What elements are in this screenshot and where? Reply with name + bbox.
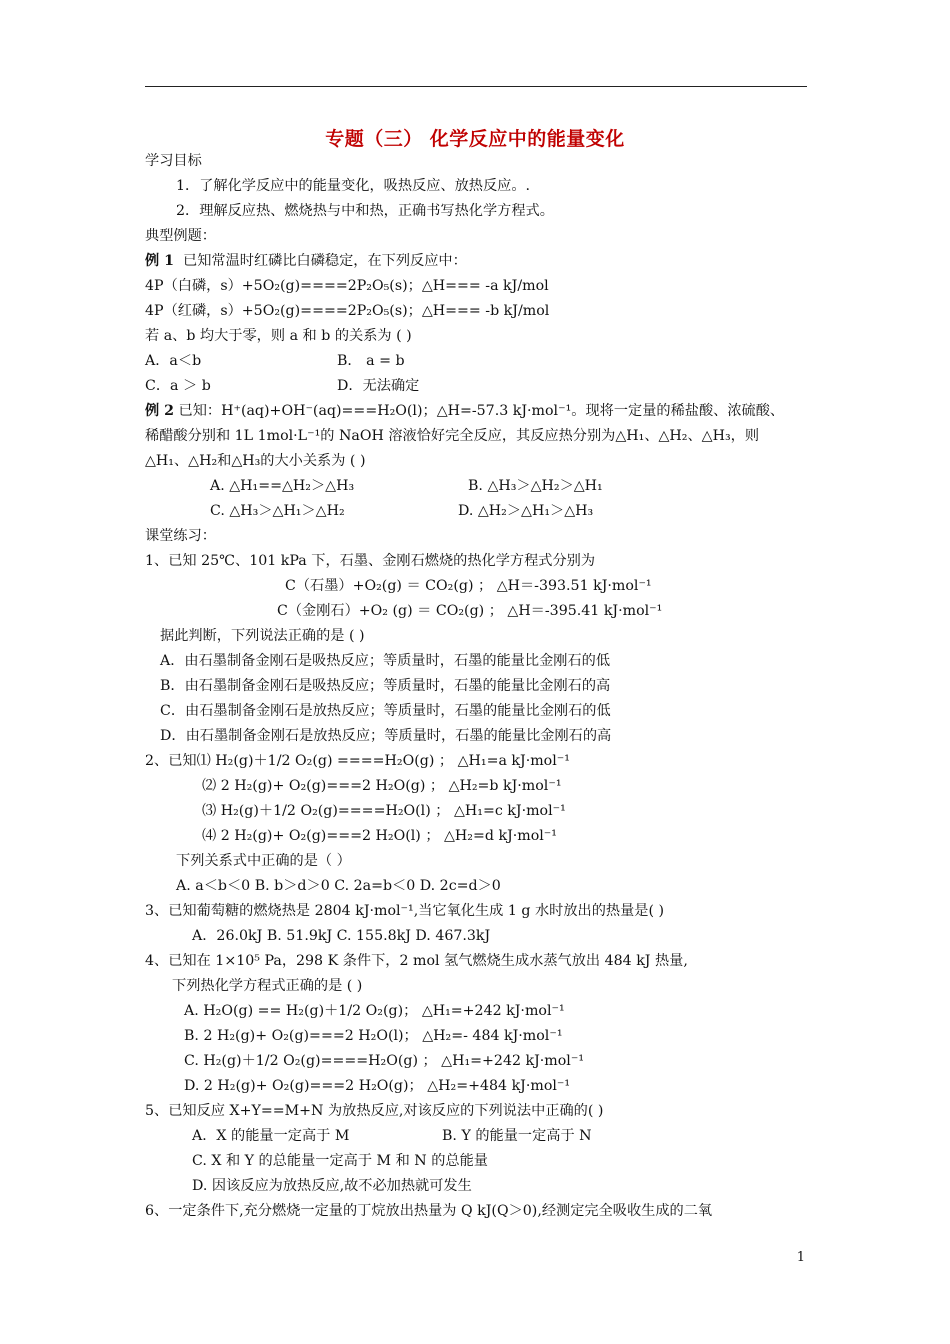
- ex1-opt-d: D．无法确定: [337, 378, 420, 394]
- goal-2: 2．理解反应热、燃烧热与中和热，正确书写热化学方程式。: [176, 203, 554, 219]
- ex2-line3: △H₁、△H₂和△H₃的大小关系为 ( ): [145, 453, 366, 469]
- ex2-opt-d: D. △H₂＞△H₁＞△H₃: [458, 503, 594, 519]
- q1-opt-b: B．由石墨制备金刚石是吸热反应；等质量时，石墨的能量比金刚石的高: [160, 678, 611, 694]
- ex1-eq2: 4P（红磷，s）+5O₂(g)====2P₂O₅(s)；△H=== -b kJ/mol: [145, 303, 550, 319]
- q2-eq2: ⑵ 2 H₂(g)+ O₂(g)===2 H₂O(g) ； △H₂=b kJ·mol⁻¹: [202, 778, 562, 794]
- ex2-opt-c: C. △H₃＞△H₁＞△H₂: [210, 503, 345, 519]
- ex1-opt-c: C．a ＞ b: [145, 378, 211, 394]
- q1-eq2: C（金刚石）+O₂ (g) ＝ CO₂(g) ； △H＝-395.41 kJ·mol⁻¹: [277, 603, 663, 619]
- q2-eq1: 2、已知⑴ H₂(g)＋1/2 O₂(g) ====H₂O(g) ； △H₁=a kJ·mol⁻¹: [145, 753, 570, 769]
- q4-opt-b: B. 2 H₂(g)+ O₂(g)===2 H₂O(l)； △H₂=- 484 kJ·mol⁻¹: [184, 1028, 563, 1044]
- q4-opt-c: C. H₂(g)＋1/2 O₂(g)====H₂O(g) ； △H₁=+242 kJ·mol⁻¹: [184, 1053, 585, 1069]
- ex2-line1: [145, 401, 784, 421]
- ex1-stem-line: [145, 251, 467, 271]
- q4-stem: 4、已知在 1×10⁵ Pa，298 K 条件下，2 mol 氢气燃烧生成水蒸气放出 484 kJ 热量,: [145, 953, 688, 969]
- q5-opt-d: D. 因该反应为放热反应,故不必加热就可发生: [192, 1178, 472, 1194]
- ex1-eq1: 4P（白磷，s）+5O₂(g)====2P₂O₅(s)；△H=== -a kJ/mol: [145, 278, 549, 294]
- ex2-opt-b: B. △H₃＞△H₂＞△H₁: [468, 478, 603, 494]
- q2-ask: 下列关系式中正确的是（ ）: [176, 853, 351, 869]
- ex2-text1: 已知：H⁺(aq)+OH⁻(aq)===H₂O(l)；△H=-57.3 kJ·mol⁻¹。现将一定量的稀盐酸、浓硫酸、: [178, 403, 785, 419]
- ex1-opt-a: A．a＜b: [145, 353, 202, 369]
- q2-eq4: ⑷ 2 H₂(g)+ O₂(g)===2 H₂O(l) ； △H₂=d kJ·mol⁻¹: [202, 828, 557, 844]
- ex2-opt-a: A. △H₁==△H₂＞△H₃: [210, 478, 355, 494]
- ex1-question: 若 a、b 均大于零，则 a 和 b 的关系为 ( ): [145, 328, 412, 344]
- ex1-stem: 已知常温时红磷比白磷稳定，在下列反应中：: [183, 253, 467, 269]
- q2-options: A. a＜b＜0 B. b＞d＞0 C. 2a=b＜0 D. 2c=d＞0: [176, 878, 501, 894]
- ex2-line2: 稀醋酸分别和 1L 1mol·L⁻¹的 NaOH 溶液恰好完全反应，其反应热分别为△H₁、△H₂、△H₃，则: [145, 428, 760, 444]
- practice-heading: 课堂练习：: [145, 528, 216, 544]
- q5-opt-c: C. X 和 Y 的总能量一定高于 M 和 N 的总能量: [192, 1153, 488, 1169]
- q5-opt-a: A．X 的能量一定高于 M: [192, 1128, 350, 1144]
- q2-eq3: ⑶ H₂(g)＋1/2 O₂(g)====H₂O(l) ； △H₁=c kJ·mol⁻¹: [202, 803, 566, 819]
- q5-opt-b: B. Y 的能量一定高于 N: [442, 1128, 592, 1144]
- q1-opt-c: C．由石墨制备金刚石是放热反应；等质量时，石墨的能量比金刚石的低: [160, 703, 611, 719]
- q3-stem: 3、已知葡萄糖的燃烧热是 2804 kJ·mol⁻¹,当它氧化生成 1 g 水时放出的热量是( ): [145, 903, 665, 919]
- ex1-label: 例 1: [145, 253, 174, 269]
- q1-opt-a: A．由石墨制备金刚石是吸热反应；等质量时，石墨的能量比金刚石的低: [160, 653, 611, 669]
- q1-opt-d: D．由石墨制备金刚石是放热反应；等质量时，石墨的能量比金刚石的高: [160, 728, 612, 744]
- header-rule: [145, 86, 807, 87]
- q5-stem: 5、已知反应 X+Y==M+N 为放热反应,对该反应的下列说法中正确的( ): [145, 1103, 604, 1119]
- goal-1: 1．了解化学反应中的能量变化，吸热反应、放热反应。.: [176, 178, 531, 194]
- examples-heading: 典型例题：: [145, 228, 216, 244]
- q4-opt-d: D. 2 H₂(g)+ O₂(g)===2 H₂O(g)； △H₂=+484 kJ·mol⁻¹: [184, 1078, 571, 1094]
- ex2-label: 例 2: [145, 403, 174, 419]
- q1-eq1: C（石墨）+O₂(g) ＝ CO₂(g) ； △H＝-393.51 kJ·mol⁻¹: [285, 578, 652, 594]
- page-number: 1: [796, 1250, 805, 1265]
- q4-opt-a: A. H₂O(g) == H₂(g)＋1/2 O₂(g)； △H₁=+242 kJ·mol⁻¹: [184, 1003, 565, 1019]
- goals-heading: 学习目标: [145, 153, 202, 169]
- q6-stem: 6、一定条件下,充分燃烧一定量的丁烷放出热量为 Q kJ(Q＞0),经测定完全吸收生成的二氧: [145, 1203, 713, 1219]
- q4-ask: 下列热化学方程式正确的是 ( ): [172, 978, 363, 994]
- ex1-opt-b: B． a = b: [337, 353, 405, 369]
- page-title: 专题（三） 化学反应中的能量变化: [325, 128, 625, 150]
- q1-ask: 据此判断，下列说法正确的是 ( ): [160, 628, 365, 644]
- q3-options: A．26.0kJ B. 51.9kJ C. 155.8kJ D. 467.3kJ: [192, 928, 491, 944]
- q1-stem: 1、已知 25℃、101 kPa 下，石墨、金刚石燃烧的热化学方程式分别为: [145, 553, 596, 569]
